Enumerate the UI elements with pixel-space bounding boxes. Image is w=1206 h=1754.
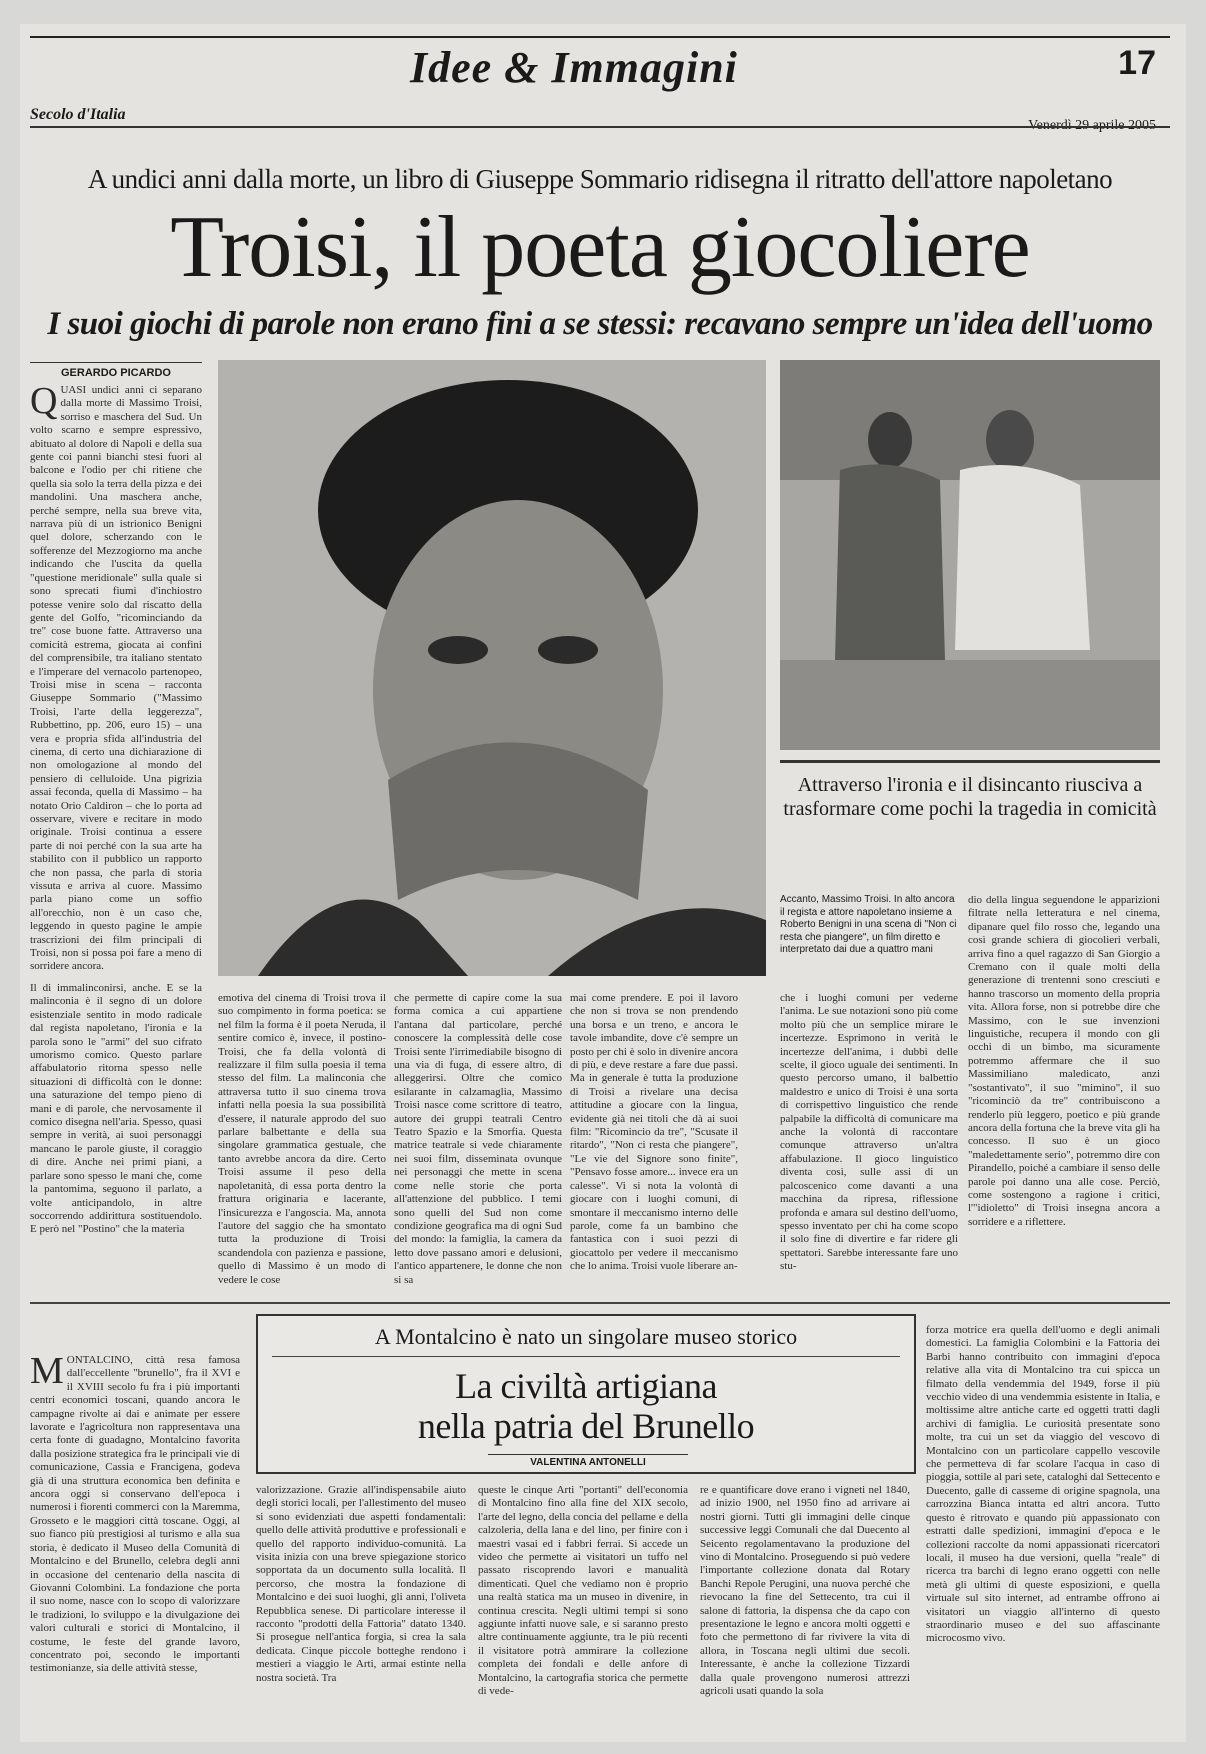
article-headline: Troisi, il poeta giocoliere	[170, 199, 1030, 296]
sidebar-headline-box	[256, 1314, 916, 1474]
article-column-5: che i luoghi comuni per vederne l'anima. Le sue notazioni sono più come molto più che un semplice mirare le incertezze. Esprimono in verità le incertezze dell'anima, i dubbi delle scelte, il gioco uguale dei sentimenti. In questo percorso umano, il balbettio maldestro e unico di Troisi è una sorta di corrispettivo linguistico che rende palpabile la difficoltà di comunicare ma anche la volontà di raccontare comunque attraverso un'altra affabulazione. Il gioco linguistico diventa così, sulle assi di un palcoscenico come davanti a una macchina da ripresa, riflessione profonda e amara sul destino dell'uomo, spesso inventato per chi ha come scopo il solo fine di divertire e far ridere gli spettatori. Sarebbe interessante fare uno stu-	[780, 992, 958, 1273]
sidebar-column-1	[30, 1354, 240, 1734]
page-number: 17	[1118, 44, 1156, 82]
header-rule	[30, 126, 1170, 128]
article-column-2: emotiva del cinema di Troisi trova il suo compimento in forma poetica: se nel film la forma è il poeta Neruda, il sentire comico è, invece, il postino-Troisi, che fa della volontà di realizzare il film sulla poesia il tema stesso del film. La malinconia che attraversa tutto il suo cinema trova infatti nella poesia la sua possibilità d'essere, il naturale approdo del suo parlare balbettante e della sua singolare grammatica gestuale, che tanto avrebbe ancora da dire. Certo Troisi assume il peso della napoletanità, di essa porta dentro la frattura originaria e lacerante, l'insicurezza e l'angoscia. Ma, annota l'autore del saggio che ha smontato tutta la produzione di Troisi scandendola con pazienza e passione, quello di Massimo è un modo di vedere le cose	[218, 992, 386, 1286]
article-column-1-text: UASI undici anni ci separano dalla morte di Massimo Troisi, sorriso e maschera del Sud. Un volto scarno e sempre espressivo, abituato al dolore di Napoli e della sua gente coi panni bianchi stesi fuori al balcone e l'odio per chi ritiene che quella sia solo la terra della pizza e dei mandolini. Una maschera anche, perché sempre, nella sua breve vita, narrava più di un istrionico Benigni quel dolore, scherzando con le sofferenze del Mezzogiorno ma anche indicando che l'uscita da quella "questione meridionale" sulla quale si sono sprecati fiumi d'inchiostro potesse venire solo dal riscatto della gente del Golfo, "ricominciando da tre" cose buone fatte. Attraverso una comicità estrema, giocata ai confini del comprensibile, tra italiano stentato e l'imperare del vernacolo partenopeo, Troisi mise in scena – racconta Giuseppe Sommario ("Massimo Troisi, l'arte della leggerezza", Rubbettino, pp. 206, euro 15) – una vera e propria sfida all'industria del cinema, di certo una dichiarazione di non omologazione al mondo del pensiero di celluloide. Una pigrizia assai feconda, quella di Massimo – ha notato Orio Caldiron – che lo porta ad osservare, vivere e recitare in modo originale. Troisi continua a essere parte di noi perché con la sua arte ha stabilito con il pubblico un rapporto che non passa, che parla di storia vissuta e arriva al cuore. Massimo parla piano come un soffio all'orecchio, non è un caso che, leggendo in questo pagine le ampie trascrizioni dei film principali di Troisi, non si possa poi fare a meno di sorridere ancora.	[30, 384, 202, 973]
sidebar-byline: VALENTINA ANTONELLI	[488, 1454, 688, 1468]
troisi-benigni-photo	[780, 360, 1160, 750]
sidebar-column-3: queste le cinque Arti "portanti" dell'economia di Montalcino fino alla fine del XIX secolo, l'arte del legno, della concia del pellame e della calzoleria, della lana e del lino, per finire con i maestri vasai ed i fabbri ferrai. Si accede un video che permette ai visitatori un tuffo nel passato riscoprendo lavori e manualità dimenticati. Quel che vediamo non è proprio una realtà statica ma un museo in divenire, in continua crescita. Negli ultimi tempi si sono aggiunte infatti nuove sale, e si saranno presto altre continuamente aggiunte, tra le più recenti il visitatore potrà ammirare la collezione completa dei fondali e delle anfore di Montalcino, la cartografia storica che permette di vede-	[478, 1484, 688, 1698]
top-rule	[30, 36, 1170, 38]
sidebar-column-5: forza motrice era quella dell'uomo e degli animali domestici. La famiglia Colombini e la Fattoria dei Barbi hanno contribuito con immagini d'epoca relative alla vita di Montalcino tra cui spicca un filmato della vendemmia del 1949, forse il più vecchio video di una vendemmia esistente in Italia, e moltissime altre antiche carte ed oggetti tratti dagli archivi di famiglia. Le curiosità presentate sono molte, tra cui un set da viaggio del vescovo di Montalcino con un particolare cappello vescovile che permetteva di far scolare l'acqua in caso di pioggia, sottile al pari sete, cataloghi dal Settecento e Duecento, galle di casseme di origine spagnola, una carrozzina Bianca intatta ed altri ancora. Tutto questo è ritrovato e quando più appassionato con estratti dalle spedizioni, immagini d'epoca e le collezioni raccolte da nomi appassionati ricercatori locali, il museo ha due versioni, quella "reale" di ricerca tra barchi di legno erano oggetti con nelle metà gli ultimi di queste esposizioni, e quella virtuale sul sito internet, ad entrambe offrono ai visitatori un viaggio all'interno di questo straordinario museo e del suo affascinante microcosmo vivo.	[926, 1324, 1160, 1645]
article-column-1b: Il di immalinconirsi, anche. E se la malinconia è il segno di un dolore esistenziale sentito in modo radicale dal regista napoletano, l'ironia e la parola sono le "armi" del suo cifrato umorismo comico. Questo parlare affabulatorio ritorna spesso nelle situazioni di difficoltà con le donne: una saturazione del tempo pieno di mani e di parole, che nervosamente il comico disegna nell'aria. Spesso, quasi sempre in verità, ai suoi personaggi mancano le parole giuste, il coraggio di dire. Anche nei primi piani, a parlare sono spesso le mani che, come la pantomima, seguono il parlato, a volte anticipandolo, in altre soccorrendo addirittura sostituendolo. E però nel "Postino" che la materia	[30, 982, 202, 1236]
article-subhead: I suoi giochi di parole non erano fini a se stessi: recavano sempre un'idea dell'uomo	[47, 306, 1153, 342]
article-column-6: dio della lingua seguendone le apparizioni filtrate nella letteratura e nel cinema, dipanare quel filo rosso che, legando una così grande schiera di giocolieri verbali, arriva fino a quel ragazzo di San Giorgio a Cremano con il quale molti della generazione di trentenni sono cresciuti e hanno trascorso un momento della propria vita. Allora forse, non si potrebbe dire che Massimo, con le sue invenzioni linguistiche, recupera il mondo con gli occhi di un bimbo, ma sicuramente potremmo affermare che il suo Massimiliano maledicato, anzi "sostantivato", il suo "mimino", il suo "ricominciò da tre" contribuiscono a renderlo più leggero, poetico e più grande ancora della fortuna che la breve vita gli ha concesso. Il suo è un gioco "maledettamente serio", potremmo dire con Pirandello, poiché a cambiare il senso delle parole poi danno una alle cose. Perciò, come sostengono a ragione i critici, l'"idioletto" di Troisi insegna ancora a sorridere e a riflettere.	[968, 894, 1160, 1228]
box-rule	[272, 1356, 900, 1357]
sidebar-drop-cap: M	[30, 1354, 64, 1392]
sidebar-column-2: valorizzazione. Grazie all'indispensabile aiuto degli storici locali, per l'allestimento del museo si sono evidenziati due aspetti fondamentali: quello delle attività produttive e professionali e quello del rapporto individuo-comunità. La visita inizia con una breve spiegazione storico sopportata da un documento sulla località. Il percorso, che mostra la fondazione di Montalcino e dei suoi luoghi, gli anni, l'oliveta Repubblica senese. Di particolare interesse il racconto "prodotti della Fattoria" datato 1340. Si prosegue nell'antica forgia, si crea la sala dedicata. Cinque piccole botteghe rendono i mestieri a viaggio le Arti, armai estinte nella nostra società. Tra	[256, 1484, 466, 1684]
pull-quote: Attraverso l'ironia e il disincanto riusciva a trasformare come pochi la tragedia in comicità	[780, 760, 1160, 821]
scene-illustration	[780, 360, 1160, 750]
sidebar-column-4: re e quantificare dove erano i vigneti nel 1840, ad inizio 1900, nel 1950 fino ad arrivare ai nostri giorni. Tutti gli immagini delle cinque successive leggi Comunali che dal Duecento al Seicento regolamentavano la produzione del vino di Montalcino. Proseguendo si può vedere l'importante collezione donata dal Rotary Banchi Repole Perugini, una nuova perché che rievocano la fine del Settecento, tra cui il salone di fattoria, la dispensa che da capo con presentazione le legno e ancora molti oggetti e foto che permettono di far rivivere la vita di allora, in Toscana negli ultimi due secoli. Interessante, è anche la collezione Tizzardi dalla quale provengono numerosi attrezzi agricoli usati quando la sola	[700, 1484, 910, 1698]
sidebar-title-line-1: La civiltà artigiana	[455, 1366, 717, 1406]
article-column-3: che permette di capire come la sua forma comica a cui appartiene l'antana dal particolare, perché conoscere la complessità delle cose Troisi sente l'irrimediabile bisogno di una via di fuga, di essere altro, di alleggerirsi. Oltre che comico esilarante in calzamaglia, Massimo Troisi nasce come scrittore di teatro, autore dei gruppi teatrali Centro Teatro Spazio e la Smorfia. Questa matrice teatrale si vede chiaramente nei suoi film, disseminata ovunque nei personaggi che mette in scena come nelle storie che porta all'attenzione del pubblico. I temi sono quelli del Sud non come condizione geografica ma di ogni Sud del mondo: la famiglia, la camera da letto dove passano amori e delusioni, l'antico appartenere, le donne che non si sa	[394, 992, 562, 1286]
section-title: Idee & Immagini	[410, 43, 738, 92]
portrait-illustration	[218, 360, 766, 976]
troisi-portrait-photo	[218, 360, 766, 976]
sidebar-kicker: A Montalcino è nato un singolare museo storico	[374, 1324, 798, 1349]
drop-cap: Q	[30, 384, 58, 422]
article-column-4: mai come prendere. E poi il lavoro che non si trova se non prendendo una borsa e un treno, e ancora le tavole imbandite, dove c'è sempre un posto per chi è solo in divenire ancora di più, e deve restare a fare due passi. Ma in generale è tutta la produzione di Troisi a rivelare una decisa attitudine a giocare con la lingua, evidente già nei titoli che dà ai suoi film: "Ricomincio da tre", "Scusate il ritardo", "Non ci resta che piangere", "Le vie del Signore sono finite", "Pensavo fosse amore... invece era un calesse". Vi si nota la volontà di giocare con i luoghi comuni, di smontare il meccanismo interno delle parole, come fa un bambino che fantastica con i suoi pezzi di giocattolo per vedere il meccanismo che lo anima. Troisi vuole liberare an-	[570, 992, 738, 1273]
photo-caption: Accanto, Massimo Troisi. In alto ancora il regista e attore napoletano insieme a Roberto Benigni in una scena di "Non ci resta che piangere", un film diretto e interpretato dai due a quattro mani	[780, 894, 957, 955]
sidebar-title-line-2: nella patria del Brunello	[417, 1406, 755, 1446]
section-divider	[30, 1302, 1170, 1304]
article-column-1	[30, 384, 202, 976]
sidebar-column-1-text: ONTALCINO, città resa famosa dall'eccellente "brunello", fra il XVI e il XVIII secolo fu fra i più importanti centri economici toscani, quando ancora le campagne rivolte ai dai e animate per essere lavorate e l'agricoltura non rappresentava una certa fonte di guadagno, Montalcino favorita dalla posizione strategica fra le principali vie di comunicazione, Cassia e Francigena, godeva già di una struttura economica ben definita e ancora oggi si conservano dell'epoca i numerosi i fiorenti commerci con la Maremma, Grosseto e le maggiori città toscane. Oggi, al suo fianco più prestigiosi al turismo e alla sua storia, è dedicato il Museo della Comunità di Montalcino e del Brunello, celebra degli anni in occasione del centenario della nascita di Giovanni Colombini. La fondazione che porta il suo nome, nasce con lo scopo di valorizzare le tradizioni, lo sviluppo e la divulgazione dei valori culturali e storici di Montalcino, il costume, le feste del grande lavoro, concentrato poi, secondo le importanti testimonianze, sia delle attività stesse,	[30, 1354, 240, 1675]
newspaper-page	[20, 24, 1186, 1742]
masthead: Secolo d'Italia	[30, 106, 126, 123]
sidebar-title	[258, 1366, 914, 1446]
article-kicker: A undici anni dalla morte, un libro di Giuseppe Sommario ridisegna il ritratto dell'attore napoletano	[87, 164, 1113, 194]
article-byline: GERARDO PICARDO	[30, 362, 202, 379]
